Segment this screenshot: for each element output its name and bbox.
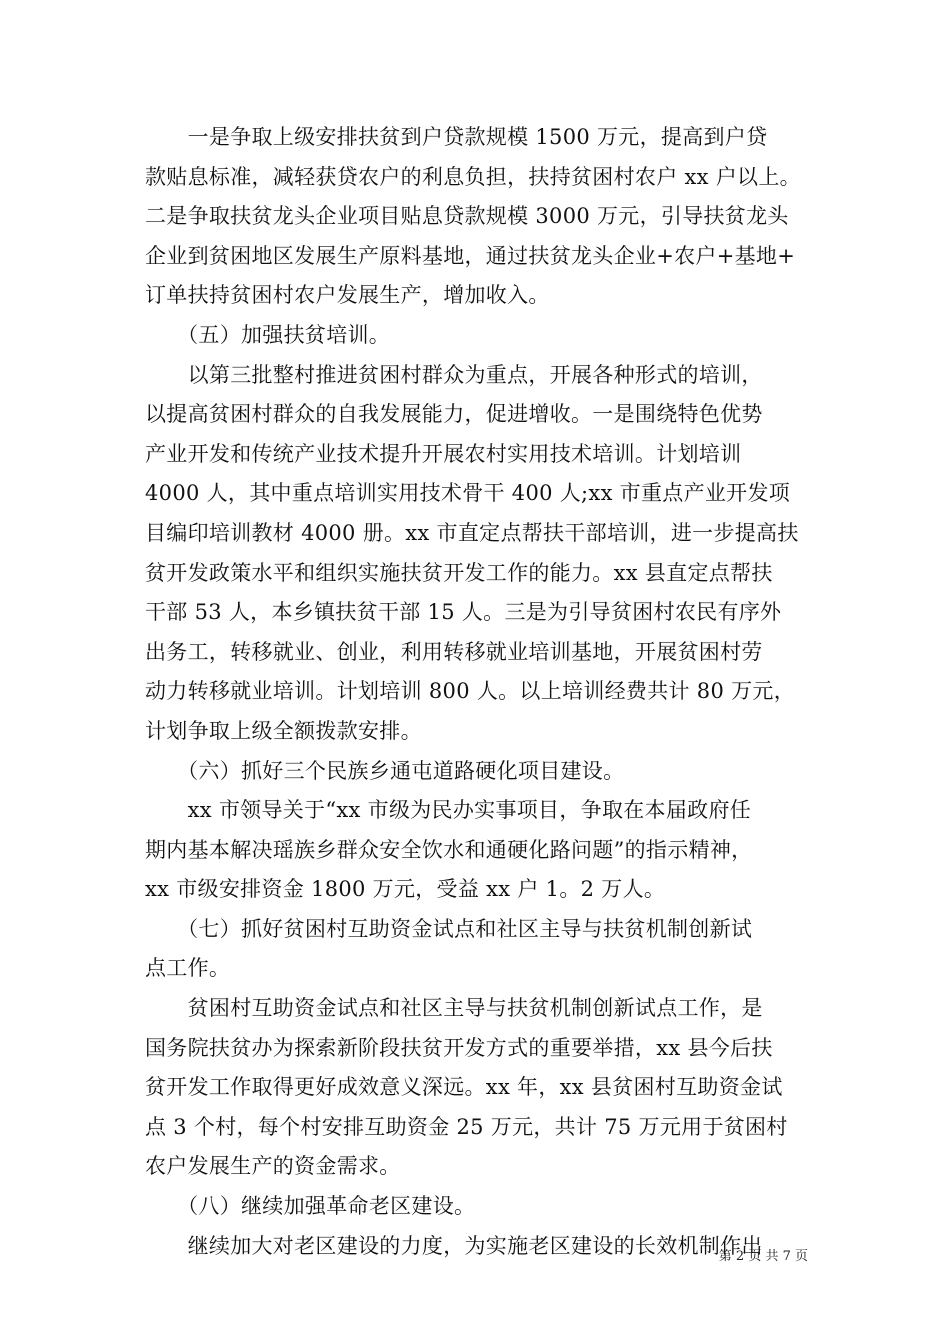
text-line: 二是争取扶贫龙头企业项目贴息贷款规模 3000 万元，引导扶贫龙头	[145, 204, 789, 229]
text-line: 贫困村互助资金试点和社区主导与扶贫机制创新试点工作，是	[145, 996, 763, 1021]
text-line: 目编印培训教材 4000 册。xx 市直定点帮扶干部培训，进一步提高扶	[145, 520, 799, 545]
text-line: 产业开发和传统产业技术提升开展农村实用技术培训。计划培训	[145, 441, 742, 466]
section-heading: （八）继续加强革命老区建设。	[145, 1194, 476, 1219]
text-line: 出务工，转移就业、创业，利用转移就业培训基地，开展贫困村劳	[145, 639, 763, 664]
text-line: 干部 53 人，本乡镇扶贫干部 15 人。三是为引导贫困村农民有序外	[145, 600, 782, 625]
text-line: 款贴息标准，减轻获贷农户的利息负担，扶持贫困村农户 xx 户以上。	[145, 164, 801, 189]
section-heading: （五）加强扶贫培训。	[145, 322, 391, 347]
page-number: 第 2 页 共 7 页	[718, 1249, 808, 1264]
text-line: 以第三批整村推进贫困村群众为重点，开展各种形式的培训，	[145, 362, 763, 387]
text-line: 一是争取上级安排扶贫到户贷款规模 1500 万元，提高到户贷	[145, 125, 768, 149]
section-heading: 点工作。	[145, 956, 231, 981]
section-heading: （六）抓好三个民族乡通屯道路硬化项目建设。	[145, 758, 625, 783]
text-line: 贫开发政策水平和组织实施扶贫开发工作的能力。xx 县直定点帮扶	[145, 560, 773, 585]
document-body	[145, 118, 817, 1266]
text-line: 计划争取上级全额拨款安排。	[145, 718, 422, 743]
text-line: 期内基本解决瑶族乡群众安全饮水和通硬化路问题”的指示精神，	[145, 837, 753, 862]
text-line: 企业到贫困地区发展生产原料基地，通过扶贫龙头企业+农户+基地+	[145, 243, 796, 268]
text-line: 4000 人，其中重点培训实用技术骨干 400 人;xx 市重点产业开发项	[145, 481, 791, 506]
text-line: 农户发展生产的资金需求。	[145, 1154, 401, 1179]
text-line: 点 3 个村，每个村安排互助资金 25 万元，共计 75 万元用于贫困村	[145, 1114, 788, 1139]
text-line: xx 市领导关于“xx 市级为民办实事项目，争取在本届政府任	[145, 798, 752, 823]
text-line: 订单扶持贫困村农户发展生产，增加收入。	[145, 283, 550, 308]
section-heading: （七）抓好贫困村互助资金试点和社区主导与扶贫机制创新试	[145, 916, 753, 941]
text-line: 继续加大对老区建设的力度，为实施老区建设的长效机制作出	[145, 1233, 763, 1258]
text-line: 国务院扶贫办为探索新阶段扶贫开发方式的重要举措，xx 县今后扶	[145, 1035, 773, 1060]
text-line: 贫开发工作取得更好成效意义深远。xx 年，xx 县贫困村互助资金试	[145, 1075, 783, 1100]
text-line: xx 市级安排资金 1800 万元，受益 xx 户 1。2 万人。	[145, 877, 666, 902]
text-line: 动力转移就业培训。计划培训 800 人。以上培训经费共计 80 万元，	[145, 679, 796, 704]
text-line: 以提高贫困村群众的自我发展能力，促进增收。一是围绕特色优势	[145, 402, 763, 427]
